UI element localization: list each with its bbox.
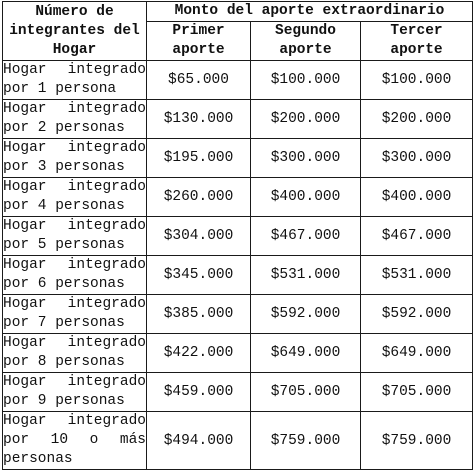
- primer-aporte-value: $459.000: [147, 373, 251, 412]
- primer-aporte-value: $130.000: [147, 100, 251, 139]
- hogar-label-line1: Hogar integrado: [3, 140, 146, 156]
- segundo-aporte-value: $400.000: [251, 178, 361, 217]
- hogar-label-line1: Hogar integrado: [3, 257, 146, 273]
- hogar-label-line2: por 2 personas: [3, 120, 125, 136]
- hogar-label-line2: por 8 personas: [3, 354, 125, 370]
- table-row: [3, 61, 473, 100]
- hogar-cell: [3, 61, 147, 100]
- primer-aporte-value: $260.000: [147, 178, 251, 217]
- tercer-aporte-value: $400.000: [361, 178, 473, 217]
- table-row: [3, 217, 473, 256]
- tercer-aporte-value: $592.000: [361, 295, 473, 334]
- segundo-aporte-value: $649.000: [251, 334, 361, 373]
- segundo-aporte-value: $531.000: [251, 256, 361, 295]
- primer-aporte-value: $422.000: [147, 334, 251, 373]
- hogar-label-line2: por 9 personas: [3, 393, 125, 409]
- hogar-cell: [3, 139, 147, 178]
- primer-aporte-value: $494.000: [147, 412, 251, 470]
- tercer-aporte-value: $759.000: [361, 412, 473, 470]
- hogar-label-line3: personas: [3, 451, 73, 467]
- header-integrantes: Número de integrantes del Hogar: [3, 2, 147, 61]
- hogar-cell: [3, 256, 147, 295]
- hogar-cell: [3, 295, 147, 334]
- hogar-label-line1: Hogar integrado: [3, 335, 146, 351]
- table-row: [3, 295, 473, 334]
- header-tercer-aporte: Tercer aporte: [361, 22, 473, 61]
- hogar-label-line2: por 6 personas: [3, 276, 125, 292]
- hogar-label-line1: Hogar integrado: [3, 62, 146, 78]
- hogar-label-line1: Hogar integrado: [3, 374, 146, 390]
- segundo-aporte-value: $592.000: [251, 295, 361, 334]
- segundo-aporte-value: $467.000: [251, 217, 361, 256]
- hogar-label-line2: por 1 persona: [3, 81, 117, 97]
- hogar-cell: [3, 178, 147, 217]
- table-row: [3, 334, 473, 373]
- segundo-aporte-value: $705.000: [251, 373, 361, 412]
- tercer-aporte-value: $649.000: [361, 334, 473, 373]
- tercer-aporte-value: $705.000: [361, 373, 473, 412]
- hogar-cell: [3, 373, 147, 412]
- hogar-label-line1: Hogar integrado: [3, 218, 146, 234]
- table-row: [3, 256, 473, 295]
- segundo-aporte-value: $759.000: [251, 412, 361, 470]
- hogar-cell: [3, 217, 147, 256]
- hogar-label-line1: Hogar integrado: [3, 179, 146, 195]
- segundo-aporte-value: $200.000: [251, 100, 361, 139]
- hogar-label-line2: por 5 personas: [3, 237, 125, 253]
- segundo-aporte-value: $100.000: [251, 61, 361, 100]
- hogar-label-line1: Hogar integrado: [3, 296, 146, 312]
- primer-aporte-value: $65.000: [147, 61, 251, 100]
- hogar-label-line2: por 4 personas: [3, 198, 125, 214]
- hogar-cell: [3, 100, 147, 139]
- hogar-cell: [3, 412, 147, 470]
- hogar-label-line2: por 3 personas: [3, 159, 125, 175]
- table-row: [3, 139, 473, 178]
- tercer-aporte-value: $531.000: [361, 256, 473, 295]
- hogar-label-line2: por 7 personas: [3, 315, 125, 331]
- hogar-label-line1: Hogar integrado: [3, 101, 146, 117]
- segundo-aporte-value: $300.000: [251, 139, 361, 178]
- primer-aporte-value: $385.000: [147, 295, 251, 334]
- tercer-aporte-value: $200.000: [361, 100, 473, 139]
- aporte-table: [2, 1, 473, 470]
- header-segundo-aporte: Segundo aporte: [251, 22, 361, 61]
- tercer-aporte-value: $467.000: [361, 217, 473, 256]
- primer-aporte-value: $195.000: [147, 139, 251, 178]
- tercer-aporte-value: $300.000: [361, 139, 473, 178]
- table-row: [3, 100, 473, 139]
- header-primer-aporte: Primer aporte: [147, 22, 251, 61]
- hogar-label-line2: por 10 o más: [3, 432, 146, 448]
- primer-aporte-value: $304.000: [147, 217, 251, 256]
- table-row: [3, 412, 473, 470]
- hogar-cell: [3, 334, 147, 373]
- hogar-label-line1: Hogar integrado: [3, 413, 146, 429]
- table-row: [3, 373, 473, 412]
- table-row: [3, 178, 473, 217]
- primer-aporte-value: $345.000: [147, 256, 251, 295]
- tercer-aporte-value: $100.000: [361, 61, 473, 100]
- header-monto-group: Monto del aporte extraordinario: [147, 2, 473, 22]
